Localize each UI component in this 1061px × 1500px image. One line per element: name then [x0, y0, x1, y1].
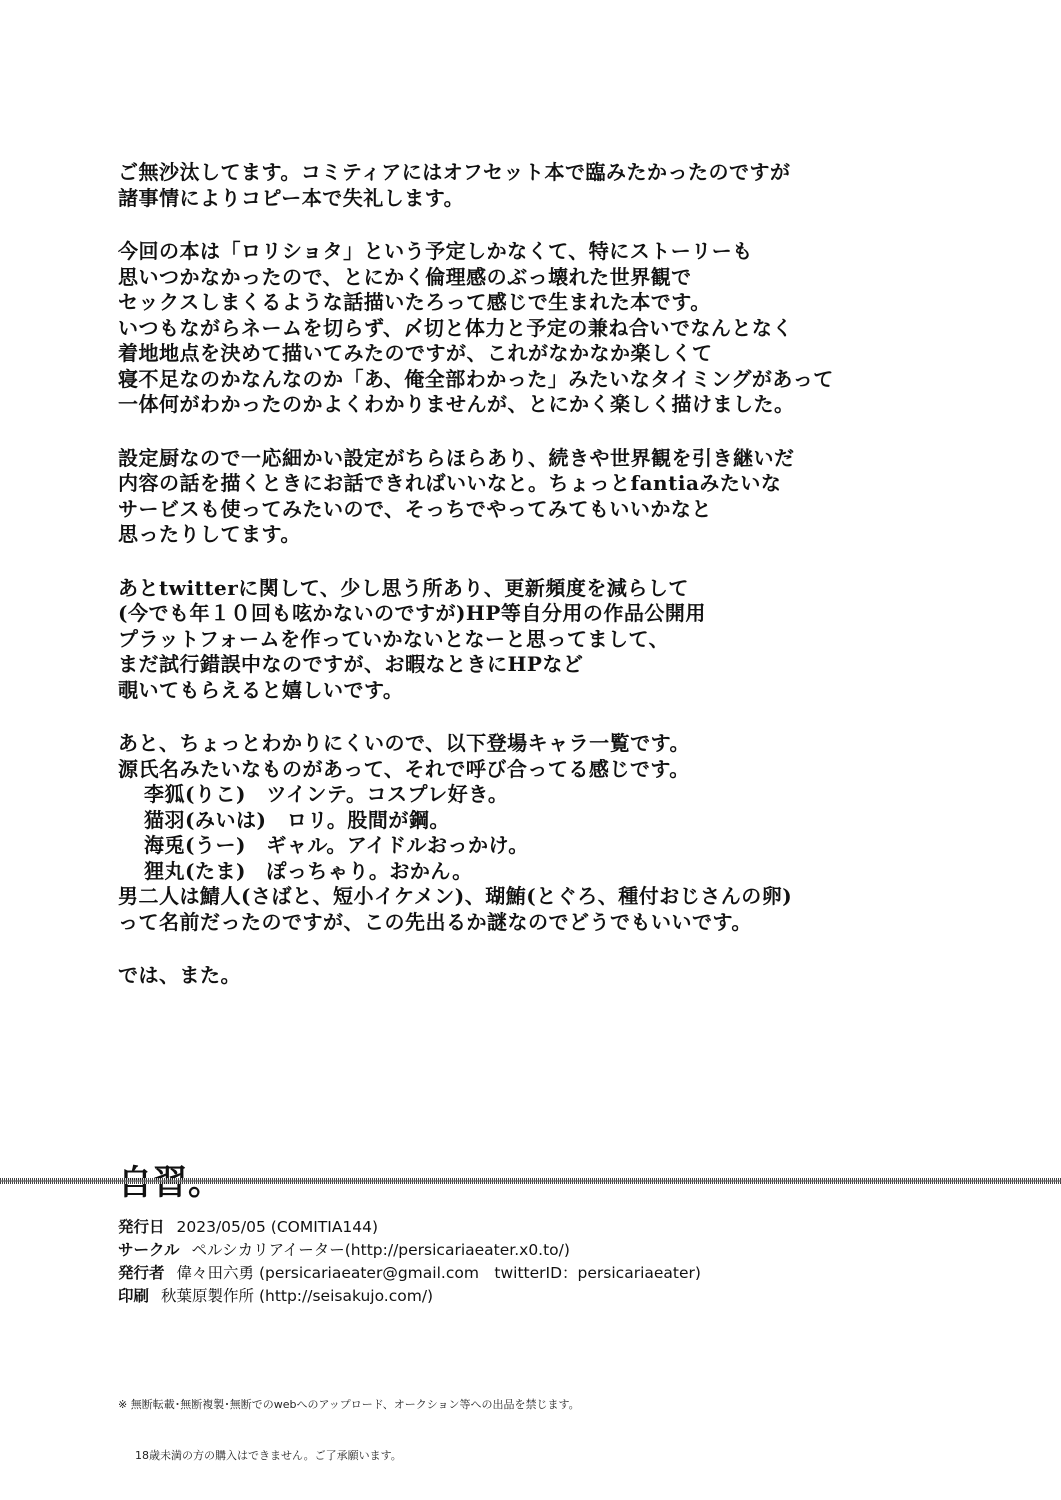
- credit-label: 発行者: [118, 1264, 165, 1282]
- text-line: 設定厨なので一応細かい設定がちらほらあり、続きや世界観を引き継いだ: [118, 445, 795, 470]
- paragraph-3: [118, 446, 998, 548]
- legal-note: ※ 無断転載･無断複製･無断でのwebへのアップロード、オークション等への出品を禁じます。: [118, 1398, 580, 1411]
- credits-list: [118, 1216, 701, 1308]
- text-line: (今でも年１０回も呟かないのですが)HP等自分用の作品公開用: [118, 601, 706, 625]
- credit-label: サークル: [118, 1241, 180, 1259]
- character-entry: 海兎(うー) ギャル。アイドルおっかけ。: [144, 833, 529, 857]
- text-line: プラットフォームを作っていかないとなーと思ってまして、: [118, 626, 670, 651]
- credit-circle: [118, 1239, 701, 1262]
- paragraph-5: [118, 731, 998, 935]
- credit-value: 2023/05/05 (COMITIA144): [176, 1218, 379, 1236]
- text-line: ご無沙汰してます。コミティアにはオフセット本で臨みたかったのですが: [118, 160, 791, 184]
- text-line: では、また。: [118, 963, 241, 987]
- paragraph-4: [118, 576, 998, 704]
- credit-printer: [118, 1285, 701, 1308]
- text-line: 覗いてもらえると嬉しいです。: [118, 677, 404, 702]
- credit-label: 印刷: [118, 1287, 150, 1305]
- credit-value: 偉々田六勇 (persicariaeater@gmail.com twitterID：persicariaeater): [176, 1264, 701, 1282]
- text-line: 寝不足なのかなんなのか「あ、俺全部わかった」みたいなタイミングがあって: [118, 366, 834, 391]
- age-notice: 18歳未満の方の購入はできません。ご了承願います。: [135, 1449, 402, 1462]
- credit-publisher: [118, 1262, 701, 1285]
- text-line: 思いつかなかったので、とにかく倫理感のぶっ壊れた世界観で: [118, 264, 692, 289]
- text-line: まだ試行錯誤中なのですが、お暇なときにHPなど: [118, 652, 584, 676]
- text-line: いつもながらネームを切らず、〆切と体力と予定の兼ね合いでなんとなく: [118, 315, 793, 340]
- text-line: って名前だったのですが、この先出るか謎なのでどうでもいいです。: [118, 909, 752, 934]
- text-line: あと、ちょっとわかりにくいので、以下登場キャラ一覧です。: [118, 731, 690, 755]
- afterword-text: [118, 160, 998, 1017]
- credit-publish-date: [118, 1216, 701, 1239]
- character-entry: 李狐(りこ) ツインテ。コスプレ好き。: [144, 782, 509, 806]
- text-line: あとtwitterに関して、少し思う所あり、更新頻度を減らして: [118, 575, 689, 600]
- text-line: 今回の本は「ロリショタ」という予定しかなくて、特にストーリーも: [118, 239, 753, 263]
- text-line: 思ったりしてます。: [118, 522, 301, 546]
- character-entry: 猫羽(みいは) ロリ。股間が鋼。: [144, 807, 450, 832]
- character-entry: 狸丸(たま) ぽっちゃり。おかん。: [144, 858, 473, 883]
- text-line: サービスも使ってみたいので、そっちでやってみてもいいかなと: [118, 496, 712, 521]
- text-line: 諸事情によりコピー本で失礼します。: [118, 185, 465, 210]
- credit-value: ペルシカリアイーター(http://persicariaeater.x0.to/): [191, 1241, 570, 1259]
- legal-notes: [118, 1362, 580, 1481]
- text-line: 男二人は鯖人(さばと、短小イケメン)、瑚鮪(とぐろ、種付おじさんの卵): [118, 884, 793, 908]
- paragraph-2: [118, 239, 998, 418]
- text-line: 一体何がわかったのかよくわかりませんが、とにかく楽しく描けました。: [118, 392, 795, 416]
- paragraph-6: [118, 963, 998, 989]
- paragraph-1: [118, 160, 998, 211]
- text-line: 着地地点を決めて描いてみたのですが、これがなかなか楽しくて: [118, 341, 713, 365]
- text-line: 内容の話を描くときにお話できればいいなと。ちょっとfantiaみたいな: [118, 471, 782, 495]
- credit-value: 秋葉原製作所 (http://seisakujo.com/): [161, 1287, 434, 1305]
- credit-label: 発行日: [118, 1218, 165, 1236]
- text-line: 源氏名みたいなものがあって、それで呼び合ってる感じです。: [118, 756, 690, 781]
- text-line: セックスしまくるような話描いたろって感じで生まれた本です。: [118, 290, 711, 314]
- divider-rule-center: [0, 1180, 1061, 1182]
